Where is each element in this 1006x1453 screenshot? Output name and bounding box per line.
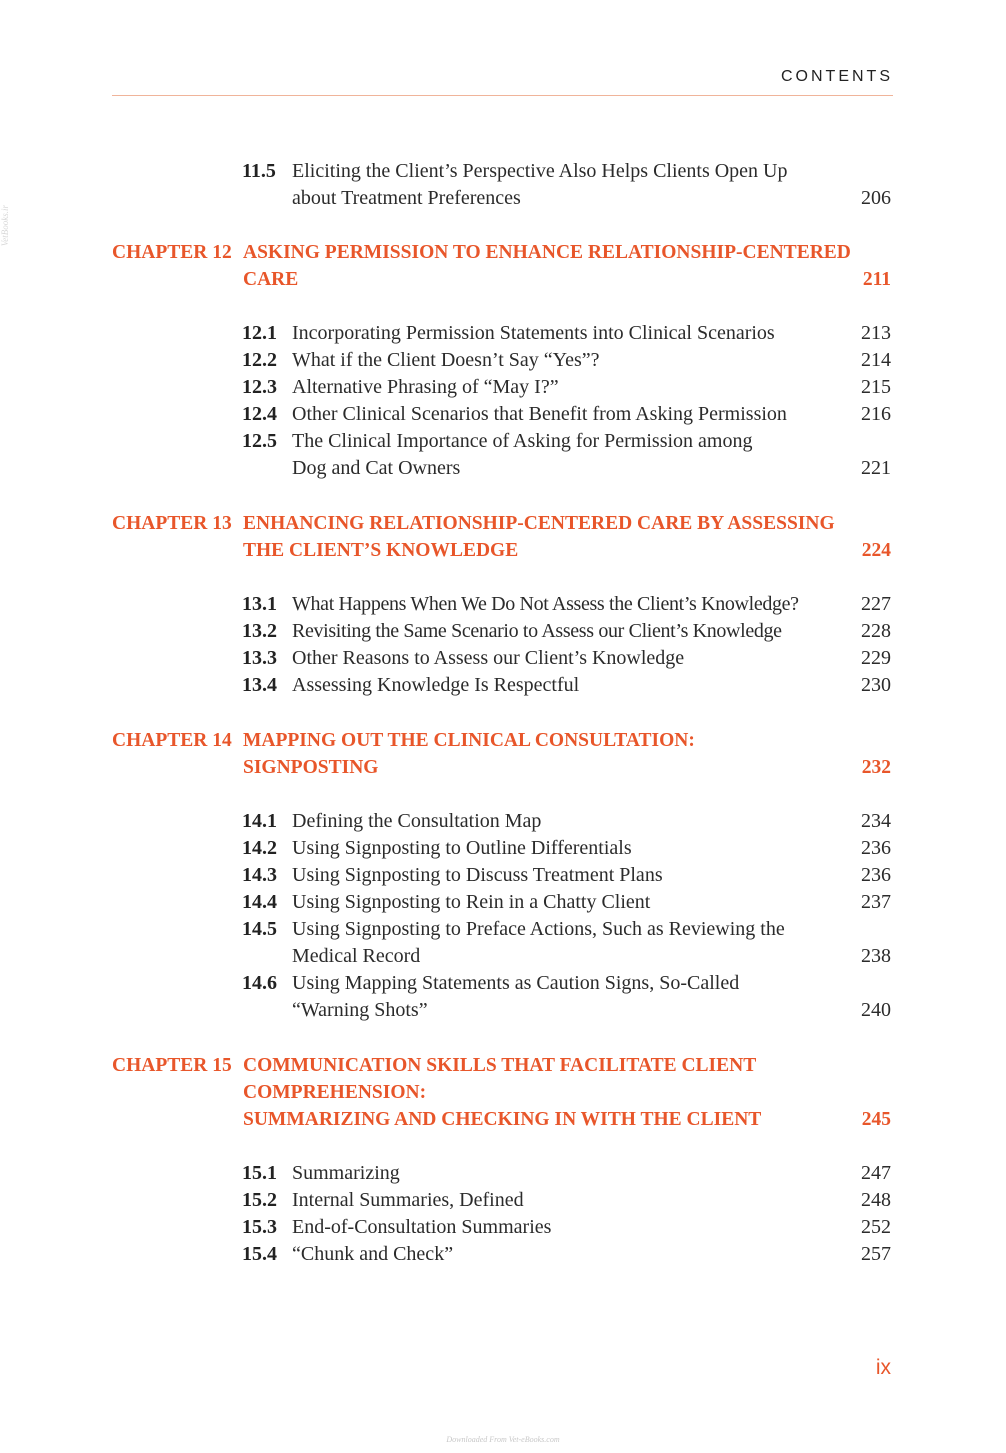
section-title-line: Using Signposting to Outline Differentials: [292, 837, 632, 859]
toc-chapter-entry: [0, 1052, 1006, 1133]
section-title: [292, 158, 852, 212]
section-title: [292, 1214, 852, 1241]
section-title-line: Medical Record: [292, 945, 421, 967]
section-number: 12.2: [242, 349, 277, 371]
chapter-page-number: 224: [861, 540, 891, 561]
section-title: [292, 862, 852, 889]
side-watermark: VetBooks.ir: [0, 205, 10, 247]
section-title: [292, 835, 852, 862]
section-number: 13.2: [242, 620, 277, 642]
section-title-line: Other Reasons to Assess our Client’s Knowledge: [292, 647, 685, 669]
section-title-line: End-of-Consultation Summaries: [292, 1216, 552, 1238]
toc-section-entry: [0, 1214, 1006, 1241]
section-page-number: 206: [861, 187, 891, 209]
section-page-number: 216: [861, 403, 891, 425]
section-page-number: 236: [861, 837, 891, 859]
chapter-title: [243, 727, 848, 781]
section-page-number: 229: [861, 647, 891, 669]
toc-section-entry: [0, 618, 1006, 645]
toc-section-entry: [0, 672, 1006, 699]
chapter-page-number: 232: [861, 757, 891, 778]
section-number: 11.5: [242, 160, 276, 182]
section-title: [292, 889, 852, 916]
section-title-line: “Chunk and Check”: [292, 1243, 454, 1265]
section-number: 15.4: [242, 1243, 277, 1265]
section-page-number: 237: [861, 891, 891, 913]
section-page-number: 240: [861, 999, 891, 1021]
chapter-page-number: 211: [862, 269, 891, 290]
toc-chapter-entry: [0, 239, 1006, 293]
chapter-title-line: CARE: [243, 269, 299, 290]
chapter-label: CHAPTER 15: [112, 1055, 232, 1076]
toc-section-entry: [0, 347, 1006, 374]
toc-chapter-entry: [0, 510, 1006, 564]
section-page-number: 214: [861, 349, 891, 371]
chapter-title: [243, 239, 851, 293]
section-page-number: 213: [861, 322, 891, 344]
bottom-watermark: Downloaded From Vet-eBooks.com: [446, 1435, 560, 1444]
section-title-line: Revisiting the Same Scenario to Assess our Client’s Knowledge: [292, 620, 782, 642]
section-title-line: about Treatment Preferences: [292, 187, 521, 209]
section-number: 12.4: [242, 403, 277, 425]
page-number: ix: [875, 1356, 891, 1379]
section-page-number: 247: [861, 1162, 891, 1184]
section-title-line: Assessing Knowledge Is Respectful: [292, 674, 580, 696]
section-page-number: 227: [861, 593, 891, 615]
section-page-number: 221: [861, 457, 891, 479]
toc-section-entry: [0, 862, 1006, 889]
section-number: 15.2: [242, 1189, 277, 1211]
section-number: 13.1: [242, 593, 277, 615]
chapter-page-number: 245: [861, 1109, 891, 1130]
chapter-title-line: COMPREHENSION:: [243, 1082, 427, 1103]
toc-section-entry: [0, 1160, 1006, 1187]
section-title: [292, 401, 852, 428]
section-title: [292, 618, 852, 645]
chapter-title-line: ENHANCING RELATIONSHIP-CENTERED CARE BY ASSESSING: [243, 513, 835, 534]
section-title-line: Using Signposting to Rein in a Chatty Client: [292, 891, 651, 913]
toc-section-entry: [0, 1241, 1006, 1268]
section-title-line: Summarizing: [292, 1162, 400, 1184]
section-title: [292, 916, 852, 970]
section-title-line: “Warning Shots”: [292, 999, 428, 1021]
chapter-title-line: SIGNPOSTING: [243, 757, 379, 778]
section-title-line: Incorporating Permission Statements into Clinical Scenarios: [292, 322, 775, 344]
section-title: [292, 645, 852, 672]
toc-section-entry: [0, 808, 1006, 835]
section-page-number: 236: [861, 864, 891, 886]
section-title: [292, 808, 852, 835]
toc-section-entry: [0, 970, 1006, 1024]
section-page-number: 248: [861, 1189, 891, 1211]
section-page-number: 228: [861, 620, 891, 642]
section-number: 12.1: [242, 322, 277, 344]
section-number: 12.3: [242, 376, 277, 398]
chapter-label: CHAPTER 12: [112, 242, 232, 263]
section-number: 14.1: [242, 810, 277, 832]
toc-section-entry: [0, 320, 1006, 347]
section-number: 13.4: [242, 674, 277, 696]
section-title-line: Dog and Cat Owners: [292, 457, 461, 479]
section-title-line: Other Clinical Scenarios that Benefit from Asking Permission: [292, 403, 787, 425]
section-title: [292, 672, 852, 699]
section-title: [292, 591, 852, 618]
section-number: 15.1: [242, 1162, 277, 1184]
chapter-title-line: COMMUNICATION SKILLS THAT FACILITATE CLIENT: [243, 1055, 757, 1076]
toc-section-entry: [0, 889, 1006, 916]
toc-section-entry: [0, 1187, 1006, 1214]
section-title: [292, 970, 852, 1024]
section-title-line: Internal Summaries, Defined: [292, 1189, 524, 1211]
toc-section-entry: [0, 158, 1006, 212]
section-title: [292, 347, 852, 374]
section-page-number: 257: [861, 1243, 891, 1265]
toc-section-entry: [0, 428, 1006, 482]
section-title: [292, 1187, 852, 1214]
section-title-line: Eliciting the Client’s Perspective Also Helps Clients Open Up: [292, 160, 788, 182]
section-title: [292, 320, 852, 347]
section-title: [292, 428, 852, 482]
section-title: [292, 374, 852, 401]
section-page-number: 238: [861, 945, 891, 967]
section-title-line: Using Signposting to Discuss Treatment Plans: [292, 864, 663, 886]
chapter-title-line: SUMMARIZING AND CHECKING IN WITH THE CLIENT: [243, 1109, 762, 1130]
toc-section-entry: [0, 916, 1006, 970]
section-number: 15.3: [242, 1216, 277, 1238]
header-rule: [112, 95, 893, 96]
section-number: 13.3: [242, 647, 277, 669]
section-title: [292, 1160, 852, 1187]
chapter-label: CHAPTER 13: [112, 513, 232, 534]
section-number: 14.3: [242, 864, 277, 886]
section-page-number: 230: [861, 674, 891, 696]
toc-section-entry: [0, 591, 1006, 618]
section-number: 14.2: [242, 837, 277, 859]
chapter-label: CHAPTER 14: [112, 730, 232, 751]
toc-chapter-entry: [0, 727, 1006, 781]
section-page-number: 215: [861, 376, 891, 398]
section-page-number: 234: [861, 810, 891, 832]
toc-section-entry: [0, 645, 1006, 672]
section-number: 14.6: [242, 972, 277, 994]
chapter-title: [243, 1052, 848, 1133]
section-title-line: What Happens When We Do Not Assess the Client’s Knowledge?: [292, 593, 799, 615]
section-page-number: 252: [861, 1216, 891, 1238]
section-title-line: Alternative Phrasing of “May I?”: [292, 376, 559, 398]
toc-section-entry: [0, 401, 1006, 428]
section-title-line: Defining the Consultation Map: [292, 810, 542, 832]
section-title-line: Using Signposting to Preface Actions, Such as Reviewing the: [292, 918, 785, 940]
section-title-line: Using Mapping Statements as Caution Signs, So-Called: [292, 972, 740, 994]
section-number: 14.5: [242, 918, 277, 940]
toc-section-entry: [0, 374, 1006, 401]
chapter-title: [243, 510, 848, 564]
toc-section-entry: [0, 835, 1006, 862]
chapter-title-line: MAPPING OUT THE CLINICAL CONSULTATION:: [243, 730, 695, 751]
chapter-title-line: THE CLIENT’S KNOWLEDGE: [243, 540, 519, 561]
chapter-title-line: ASKING PERMISSION TO ENHANCE RELATIONSHIP-CENTERED: [243, 242, 851, 263]
section-title-line: What if the Client Doesn’t Say “Yes”?: [292, 349, 600, 371]
section-number: 14.4: [242, 891, 277, 913]
running-header-title: CONTENTS: [781, 68, 893, 85]
section-title: [292, 1241, 852, 1268]
section-number: 12.5: [242, 430, 277, 452]
section-title-line: The Clinical Importance of Asking for Permission among: [292, 430, 753, 452]
